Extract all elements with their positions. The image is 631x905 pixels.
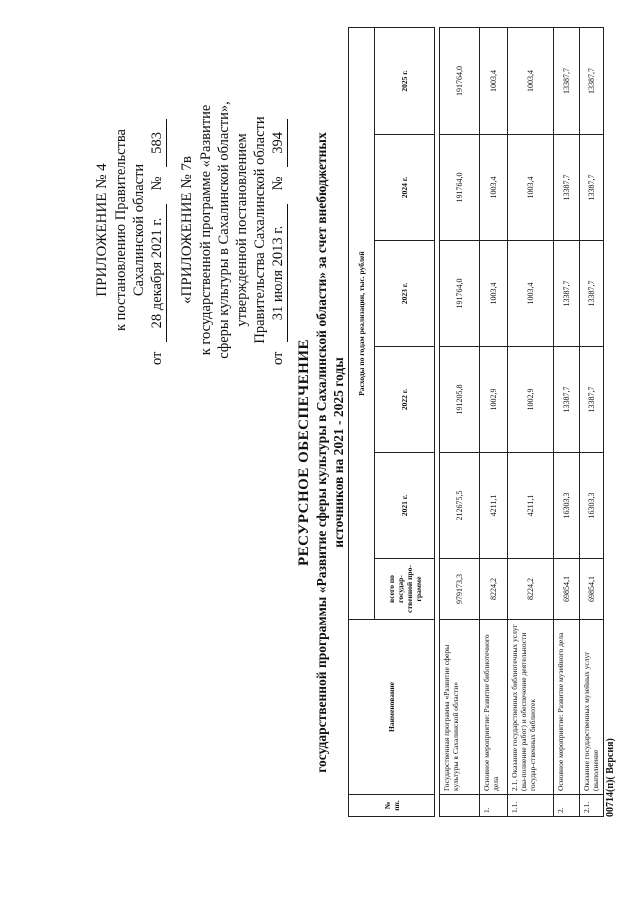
row-value: 13387,7 — [554, 28, 580, 135]
row-value: 191764,0 — [440, 28, 480, 135]
prior-appendix-from-label: от — [270, 351, 286, 365]
resources-table-body — [439, 27, 604, 817]
row-name: Основное мероприятие: Развитие музейного дела — [554, 620, 580, 795]
row-number — [440, 795, 480, 817]
row-total: 8224,2 — [480, 559, 508, 620]
row-value: 1002,9 — [508, 347, 554, 453]
row-number: 2.1. — [580, 795, 604, 817]
column-header-expenses-group: Расходы по годам реализации, тыс. рублей — [349, 28, 375, 620]
column-header-year: 2023 г. — [375, 241, 435, 347]
row-value: 191764,0 — [440, 135, 480, 241]
row-value: 1003,4 — [480, 241, 508, 347]
appendix-number: 583 — [149, 119, 167, 167]
row-name: Государственная программа «Развитие сферы культуры в Сахалинской области» — [440, 620, 480, 795]
column-header-year: 2024 г. — [375, 135, 435, 241]
column-header-year: 2025 г. — [375, 28, 435, 135]
row-value: 212675,5 — [440, 453, 480, 559]
column-header-year: 2021 г. — [375, 453, 435, 559]
prior-appendix-line3: утвержденной постановлением — [234, 133, 250, 327]
document-version-footer: 00714(п)( Версия) — [605, 738, 616, 817]
row-value: 1003,4 — [508, 135, 554, 241]
row-value: 13387,7 — [580, 347, 604, 453]
table-row — [580, 28, 604, 817]
appendix-title: ПРИЛОЖЕНИЕ № 4 — [94, 163, 110, 297]
row-value: 191764,0 — [440, 241, 480, 347]
row-value: 16303,3 — [580, 453, 604, 559]
row-number: 2. — [554, 795, 580, 817]
prior-appendix-line2: сферы культуры в Сахалинской области», — [216, 101, 232, 359]
appendix-date: 28 декабря 2021 г. — [149, 204, 167, 342]
row-value: 13387,7 — [580, 28, 604, 135]
row-value: 1003,4 — [508, 28, 554, 135]
prior-appendix-number: 394 — [270, 119, 288, 167]
prior-appendix-line1: к государственной программе «Развитие — [198, 104, 214, 356]
row-value: 13387,7 — [580, 241, 604, 347]
column-header-total: всего по государ-ственной про-грамме — [375, 559, 435, 620]
prior-appendix-date-row — [270, 119, 288, 365]
row-value: 4211,1 — [508, 453, 554, 559]
appendix-no-label: № — [149, 176, 165, 191]
column-header-name: Наименование — [349, 620, 435, 795]
row-total: 8224,2 — [508, 559, 554, 620]
row-number: 1.1. — [508, 795, 554, 817]
column-header-number: № пп. — [349, 795, 435, 817]
table-row — [554, 28, 580, 817]
prior-appendix-title: «ПРИЛОЖЕНИЕ № 7в — [179, 156, 195, 304]
resource-subtitle-1: государственной программы «Развитие сферы культуры в Сахалинской области» за счет внебюджетных — [314, 132, 329, 773]
row-value: 16303,3 — [554, 453, 580, 559]
column-header-year: 2022 г. — [375, 347, 435, 453]
row-value: 1003,4 — [480, 28, 508, 135]
row-value: 4211,1 — [480, 453, 508, 559]
row-name: 2.1. Оказание государственных библиотечных услуг (вы-полнение работ) и обеспечение деятельности государ-ственных библиотек — [508, 620, 554, 795]
table-row — [480, 28, 508, 817]
row-value: 13387,7 — [554, 241, 580, 347]
row-value: 13387,7 — [580, 135, 604, 241]
resource-subtitle-2: источников на 2021 - 2025 годы — [331, 357, 346, 548]
prior-appendix-no-label: № — [270, 176, 286, 191]
appendix-from-label: от — [149, 351, 165, 365]
prior-appendix-line4: Правительства Сахалинской области — [252, 116, 268, 344]
row-total: 69854,1 — [554, 559, 580, 620]
row-value: 191205,8 — [440, 347, 480, 453]
row-value: 1002,9 — [480, 347, 508, 453]
row-number: 1. — [480, 795, 508, 817]
appendix-line1: к постановлению Правительства — [113, 129, 129, 331]
appendix-line2: Сахалинской области — [131, 163, 147, 297]
row-value: 13387,7 — [554, 135, 580, 241]
row-total: 979173,3 — [440, 559, 480, 620]
table-row — [440, 28, 480, 817]
appendix-date-row — [149, 119, 167, 365]
prior-appendix-date: 31 июля 2013 г. — [270, 204, 288, 342]
row-name: Оказание государственных музейных услуг (выполнение — [580, 620, 604, 795]
resource-heading: РЕСУРСНОЕ ОБЕСПЕЧЕНИЕ — [296, 338, 312, 567]
row-value: 1003,4 — [508, 241, 554, 347]
row-value: 1003,4 — [480, 135, 508, 241]
row-name: Основное мероприятие: Развитие библиотечного дела — [480, 620, 508, 795]
resources-table-header — [348, 27, 435, 817]
row-total: 69854,1 — [580, 559, 604, 620]
row-value: 13387,7 — [554, 347, 580, 453]
table-row — [508, 28, 554, 817]
